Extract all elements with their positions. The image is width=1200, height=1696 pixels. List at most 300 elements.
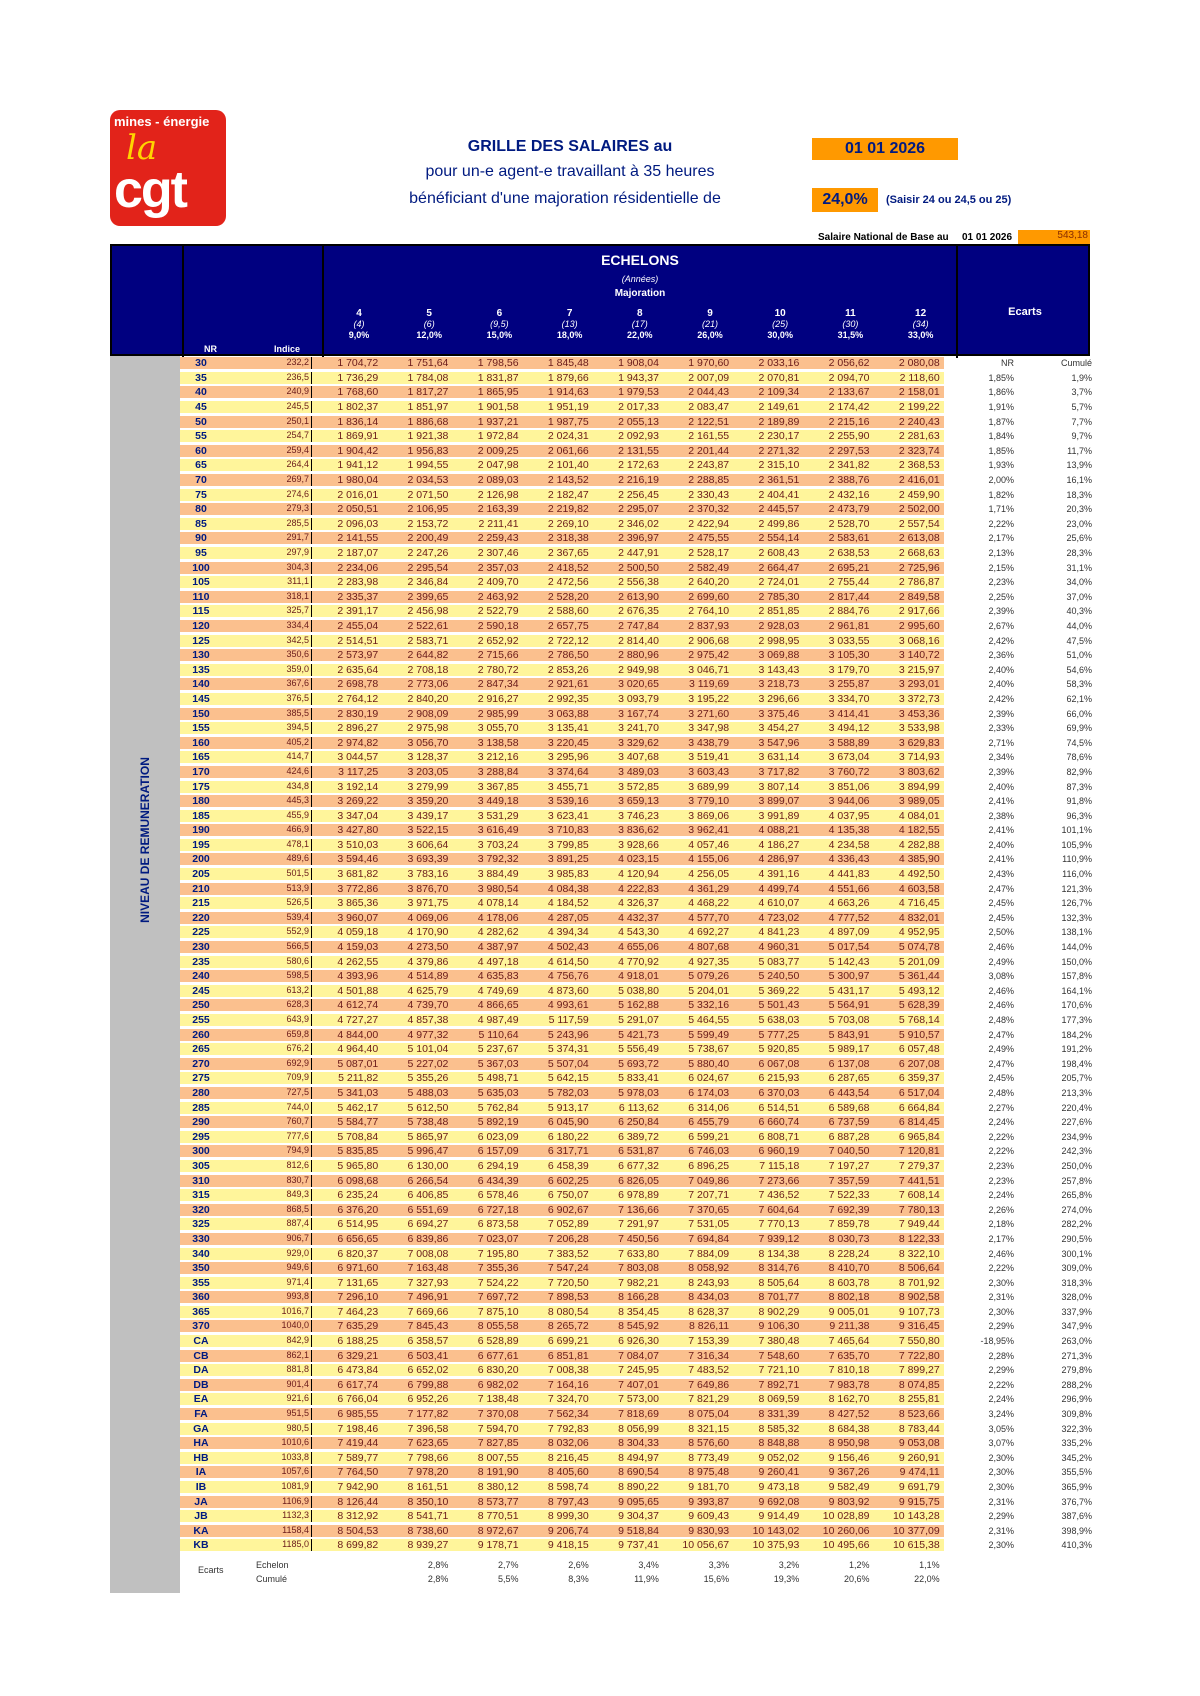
nr-cell: 225 <box>192 926 210 939</box>
ecart-nr-cell: 2,30% <box>988 1467 1014 1478</box>
ecart-nr-cell: 2,47% <box>988 883 1014 894</box>
echelon-col-header: 4 (4) 9,0% <box>348 308 370 340</box>
indice-cell: 250,1 <box>222 416 312 428</box>
salary-cell: 3 588,89 <box>828 736 870 749</box>
nr-cell: 65 <box>195 459 207 472</box>
salary-cell: 8 699,82 <box>337 1539 379 1552</box>
salary-cell: 3 673,04 <box>828 751 870 764</box>
indice-cell: 849,3 <box>222 1189 312 1201</box>
salary-cell: 4 739,70 <box>407 999 449 1012</box>
salary-cell: 3 489,03 <box>618 765 659 778</box>
salary-cell: 3 167,74 <box>618 707 659 720</box>
echelon-col-header: 8 (17) 22,0% <box>627 308 653 340</box>
salary-cell: 6 599,21 <box>688 1130 730 1143</box>
salary-cell: 8 410,70 <box>828 1262 870 1275</box>
salary-cell: 8 350,10 <box>407 1495 449 1508</box>
salary-cell: 3 710,83 <box>547 824 589 837</box>
salary-cell: 6 235,24 <box>337 1189 379 1202</box>
ecart-nr-cell: 2,42% <box>988 693 1014 704</box>
salary-cell: 4 716,45 <box>898 897 940 910</box>
salary-cell: 4 492,50 <box>898 868 940 881</box>
footer-value: 15,6% <box>703 1574 730 1584</box>
salary-cell: 2 786,87 <box>898 576 940 589</box>
footer-value: 2,8% <box>427 1574 449 1584</box>
salary-cell: 7 522,33 <box>828 1189 870 1202</box>
salary-cell: 10 143,02 <box>752 1524 800 1537</box>
ecart-cumule-cell: 376,7% <box>1061 1496 1092 1507</box>
table-row <box>180 1436 1140 1451</box>
salary-cell: 2 608,43 <box>758 547 800 560</box>
salary-cell: 7 049,86 <box>688 1174 730 1187</box>
salary-cell: 4 960,31 <box>758 941 800 954</box>
salary-cell: 5 989,17 <box>828 1043 870 1056</box>
salary-cell: 8 007,55 <box>477 1451 519 1464</box>
salary-cell: 7 483,52 <box>688 1364 730 1377</box>
table-row <box>180 867 1140 882</box>
salary-cell: 9 518,84 <box>618 1524 659 1537</box>
nr-cell: 240 <box>192 970 210 983</box>
indice-cell: 794,9 <box>222 1145 312 1157</box>
salary-cell: 9 316,45 <box>898 1320 940 1333</box>
salary-cell: 4 977,32 <box>407 1028 449 1041</box>
table-row <box>180 940 1140 955</box>
salary-cell: 2 583,61 <box>828 532 870 545</box>
table-row <box>180 735 1140 750</box>
salary-cell: 5 367,03 <box>477 1057 519 1070</box>
indice-cell: 240,9 <box>222 386 312 398</box>
salary-cell: 4 964,40 <box>337 1043 379 1056</box>
table-row <box>180 531 1140 546</box>
indice-cell: 971,4 <box>222 1277 312 1289</box>
salary-cell: 4 918,01 <box>618 970 659 983</box>
ecart-cumule-cell: 58,3% <box>1066 679 1092 690</box>
salary-cell: 2 009,25 <box>477 444 519 457</box>
salary-cell: 8 690,54 <box>618 1466 659 1479</box>
salary-cell: 3 293,01 <box>898 678 940 691</box>
nr-cell: 45 <box>195 401 207 414</box>
salary-cell: 5 913,17 <box>547 1101 589 1114</box>
ecart-nr-cell: 2,41% <box>988 825 1014 836</box>
salary-cell: 2 715,66 <box>477 649 519 662</box>
salary-cell: 3 220,45 <box>547 736 589 749</box>
salary-cell: 5 738,67 <box>688 1043 730 1056</box>
salary-cell: 7 694,84 <box>688 1232 730 1245</box>
majoration-field[interactable]: 24,0% <box>812 188 878 212</box>
nr-cell: 370 <box>192 1320 210 1333</box>
table-row <box>180 1188 1140 1203</box>
nr-cell: 40 <box>195 386 207 399</box>
table-row <box>180 1071 1140 1086</box>
salary-cell: 2 853,26 <box>547 663 589 676</box>
salary-cell: 2 668,63 <box>898 547 940 560</box>
salary-cell: 1 879,66 <box>547 371 589 384</box>
salary-cell: 2 502,00 <box>898 503 940 516</box>
salary-cell: 7 120,81 <box>898 1145 940 1158</box>
ecart-cumule-cell: 271,3% <box>1061 1350 1092 1361</box>
indice-cell: 676,2 <box>222 1043 312 1055</box>
salary-cell: 4 499,74 <box>758 882 800 895</box>
salary-cell: 7 978,20 <box>407 1466 449 1479</box>
nr-cell: 280 <box>192 1086 210 1099</box>
table-row <box>180 1129 1140 1144</box>
salary-cell: 6 358,57 <box>407 1335 449 1348</box>
ecart-nr-cell: 2,48% <box>988 1015 1014 1026</box>
salary-cell: 4 084,01 <box>898 809 940 822</box>
ecart-nr-cell: 2,28% <box>988 1350 1014 1361</box>
salary-cell: 2 172,63 <box>618 459 659 472</box>
nr-cell: 220 <box>192 911 210 924</box>
salary-cell: 6 978,89 <box>618 1189 659 1202</box>
salary-cell: 4 952,95 <box>898 926 940 939</box>
footer-value: 5,5% <box>498 1574 519 1584</box>
salary-cell: 6 677,61 <box>477 1349 519 1362</box>
salary-cell: 7 562,34 <box>547 1408 589 1421</box>
salary-cell: 3 279,99 <box>407 780 449 793</box>
salary-cell: 7 273,66 <box>758 1174 800 1187</box>
nr-cell: 115 <box>192 605 210 618</box>
salary-cell: 6 023,09 <box>477 1130 519 1143</box>
salary-cell: 2 367,65 <box>547 547 589 560</box>
ecart-nr-cell: 2,25% <box>988 591 1014 602</box>
salary-cell: 6 528,89 <box>477 1335 519 1348</box>
ecart-nr-cell: 2,31% <box>988 1292 1014 1303</box>
salary-cell: 6 215,93 <box>758 1072 800 1085</box>
subtitle-hours: pour un-e agent-e travaillant à 35 heures <box>425 163 715 180</box>
salary-cell: 2 724,01 <box>758 576 800 589</box>
indice-cell: 727,5 <box>222 1087 312 1099</box>
salary-cell: 1 768,60 <box>337 386 379 399</box>
salary-cell: 6 370,03 <box>758 1086 800 1099</box>
salary-cell: 7 052,89 <box>547 1218 589 1231</box>
ecart-cumule-cell: 11,7% <box>1067 445 1092 456</box>
ecart-nr-cell: 2,45% <box>988 1073 1014 1084</box>
ecart-cumule-cell: 91,8% <box>1066 796 1092 807</box>
salary-cell: 2 346,02 <box>618 517 659 530</box>
nr-cell: 155 <box>192 722 210 735</box>
salary-cell: 6 359,37 <box>898 1072 940 1085</box>
salary-cell: 2 409,70 <box>477 576 519 589</box>
salary-cell: 7 798,66 <box>407 1451 449 1464</box>
salary-cell: 9 211,38 <box>829 1320 870 1333</box>
salary-cell: 5 101,04 <box>407 1043 449 1056</box>
salary-cell: 5 243,96 <box>547 1028 589 1041</box>
salary-cell: 7 464,23 <box>337 1305 379 1318</box>
table-row <box>180 487 1140 502</box>
indice-cell: 385,5 <box>222 708 312 720</box>
salary-cell: 8 701,92 <box>898 1276 940 1289</box>
salary-cell: 7 623,65 <box>407 1437 449 1450</box>
salary-cell: 5 501,43 <box>758 999 800 1012</box>
salary-cell: 7 821,29 <box>688 1393 730 1406</box>
indice-cell: 709,9 <box>222 1072 312 1084</box>
salary-cell: 5 880,40 <box>688 1057 730 1070</box>
ecart-nr-cell: 2,30% <box>988 1540 1014 1551</box>
table-row <box>180 1232 1140 1247</box>
salary-cell: 6 266,54 <box>407 1174 449 1187</box>
ecart-nr-cell: 2,30% <box>988 1306 1014 1317</box>
ecart-nr-cell: 2,18% <box>988 1219 1014 1230</box>
nr-cell: 210 <box>192 882 210 895</box>
ecart-cumule-cell: 82,9% <box>1066 766 1092 777</box>
nr-cell: DA <box>193 1364 209 1377</box>
table-row <box>180 1451 1140 1466</box>
ecart-cumule-cell: 205,7% <box>1061 1073 1092 1084</box>
salary-cell: 2 764,10 <box>688 605 730 618</box>
salary-cell: 5 142,43 <box>828 955 870 968</box>
salary-cell: 2 921,61 <box>547 678 589 691</box>
salary-cell: 7 136,66 <box>618 1203 659 1216</box>
salary-cell: 7 898,53 <box>547 1291 589 1304</box>
salary-cell: 2 992,35 <box>547 692 589 705</box>
salary-cell: 1 972,84 <box>477 430 519 443</box>
ecart-cumule-cell: 44,0% <box>1066 620 1092 631</box>
salary-cell: 3 631,14 <box>758 751 800 764</box>
indice-cell: 921,6 <box>222 1393 312 1405</box>
salary-cell: 7 810,18 <box>828 1364 870 1377</box>
salary-cell: 4 256,05 <box>688 868 730 881</box>
nr-cell: 85 <box>195 517 207 530</box>
salary-cell: 4 361,29 <box>688 882 730 895</box>
salary-cell: 5 865,97 <box>407 1130 449 1143</box>
salary-cell: 6 952,26 <box>407 1393 449 1406</box>
salary-cell: 6 406,85 <box>407 1189 449 1202</box>
salary-cell: 2 391,17 <box>337 605 379 618</box>
salary-cell: 9 260,41 <box>758 1466 800 1479</box>
salary-cell: 1 956,83 <box>407 444 449 457</box>
salary-cell: 7 589,77 <box>337 1451 379 1464</box>
ecart-nr-cell: 2,36% <box>988 650 1014 661</box>
ecart-cumule-cell: 250,0% <box>1061 1160 1092 1171</box>
salary-cell: 2 528,20 <box>547 590 589 603</box>
salary-cell: 3 689,99 <box>688 780 730 793</box>
salary-cell: 8 738,60 <box>407 1524 449 1537</box>
salary-cell: 3 703,24 <box>477 838 519 851</box>
salary-cell: 2 418,52 <box>547 561 589 574</box>
indice-cell: 376,5 <box>222 693 312 705</box>
salary-cell: 2 255,90 <box>828 430 870 443</box>
nr-cell: DB <box>193 1378 209 1391</box>
salary-cell: 2 297,53 <box>828 444 870 457</box>
ecart-nr-cell: 2,50% <box>988 927 1014 938</box>
nr-cell: 95 <box>195 547 207 560</box>
nr-cell: 360 <box>192 1291 210 1304</box>
salary-cell: 6 174,03 <box>688 1086 730 1099</box>
indice-cell: 1033,8 <box>222 1452 312 1464</box>
footer-value: 2,6% <box>568 1560 589 1570</box>
salary-cell: 4 182,55 <box>898 824 940 837</box>
salary-cell: 5 768,14 <box>898 1014 940 1027</box>
salary-cell: 3 334,70 <box>828 692 870 705</box>
indice-cell: 659,8 <box>222 1029 312 1041</box>
salary-cell: 7 327,93 <box>407 1276 449 1289</box>
salary-cell: 9 691,79 <box>898 1481 940 1494</box>
footer-cumule-row <box>180 1574 944 1584</box>
ecart-nr-cell: 1,85% <box>988 445 1014 456</box>
table-row <box>180 911 1140 926</box>
salary-cell: 2 219,82 <box>547 503 589 516</box>
salary-cell: 6 514,95 <box>337 1218 379 1231</box>
salary-cell: 5 017,54 <box>828 941 870 954</box>
ecart-cumule-cell: 347,9% <box>1061 1321 1092 1332</box>
salary-cell: 8 890,22 <box>618 1481 659 1494</box>
nr-cell: 350 <box>192 1262 210 1275</box>
salary-cell: 5 920,85 <box>758 1043 800 1056</box>
indice-cell: 812,6 <box>222 1160 312 1172</box>
nr-cell: 90 <box>195 532 207 545</box>
ecart-nr-cell: 3,08% <box>988 971 1014 982</box>
table-row <box>180 1494 1140 1509</box>
salary-cell: 6 578,46 <box>477 1189 519 1202</box>
salary-cell: 3 803,62 <box>898 765 940 778</box>
salary-cell: 4 282,88 <box>898 838 940 851</box>
salary-cell: 6 157,09 <box>477 1145 519 1158</box>
indice-cell: 881,8 <box>222 1364 312 1376</box>
salary-cell: 4 612,74 <box>337 999 379 1012</box>
salary-cell: 2 949,98 <box>618 663 659 676</box>
salary-cell: 4 987,49 <box>477 1014 519 1027</box>
ecart-nr-cell: 2,40% <box>988 781 1014 792</box>
salary-cell: 1 751,64 <box>407 357 449 370</box>
nr-cell: 150 <box>192 707 210 720</box>
ecart-cumule-cell: 184,2% <box>1061 1029 1092 1040</box>
salary-cell: 6 113,62 <box>618 1101 659 1114</box>
salary-cell: 3 510,03 <box>337 838 379 851</box>
salary-cell: 5 355,26 <box>407 1072 449 1085</box>
indice-cell: 777,6 <box>222 1131 312 1143</box>
salary-cell: 2 884,76 <box>828 605 870 618</box>
salary-cell: 5 703,08 <box>828 1014 870 1027</box>
salary-cell: 2 906,68 <box>688 634 730 647</box>
ecart-nr-cell: 2,00% <box>988 475 1014 486</box>
salary-cell: 3 288,84 <box>477 765 519 778</box>
salary-cell: 4 069,06 <box>407 911 449 924</box>
footer-value: 8,3% <box>568 1574 589 1584</box>
salary-cell: 2 247,26 <box>407 547 449 560</box>
salary-cell: 7 875,10 <box>477 1305 519 1318</box>
ecart-cumule-cell: 300,1% <box>1061 1248 1092 1259</box>
salary-cell: 7 939,12 <box>758 1232 800 1245</box>
salary-cell: 2 814,40 <box>618 634 659 647</box>
indice-cell: 949,6 <box>222 1262 312 1274</box>
salary-cell: 8 134,38 <box>758 1247 800 1260</box>
salary-cell: 2 908,09 <box>407 707 449 720</box>
salary-cell: 3 427,80 <box>337 824 379 837</box>
salary-cell: 4 993,61 <box>547 999 589 1012</box>
ecart-nr-cell: 2,29% <box>988 1365 1014 1376</box>
ecart-nr-cell: 2,40% <box>988 839 1014 850</box>
salary-cell: 2 635,64 <box>337 663 379 676</box>
salary-cell: 8 950,98 <box>828 1437 870 1450</box>
salary-cell: 8 080,54 <box>547 1305 589 1318</box>
indice-cell: 269,7 <box>222 474 312 486</box>
salary-cell: 6 851,81 <box>547 1349 589 1362</box>
footer-value: 3,3% <box>708 1560 730 1570</box>
nr-cell: 355 <box>192 1276 210 1289</box>
ecart-nr-cell: 2,47% <box>988 1029 1014 1040</box>
table-row <box>180 1013 1140 1028</box>
salary-cell: 2 928,03 <box>758 619 800 632</box>
table-row <box>180 1100 1140 1115</box>
salary-cell: 4 857,38 <box>407 1014 449 1027</box>
salary-cell: 5 117,59 <box>548 1014 589 1027</box>
salary-cell: 8 972,67 <box>477 1524 519 1537</box>
salary-cell: 4 387,97 <box>477 941 519 954</box>
salary-cell: 4 184,52 <box>547 897 589 910</box>
ecart-nr-cell: 2,39% <box>988 606 1014 617</box>
ecart-nr-cell: 2,22% <box>988 1263 1014 1274</box>
date-field[interactable]: 01 01 2026 <box>812 138 958 160</box>
salary-cell: 2 445,57 <box>758 503 800 516</box>
ecart-cumule-cell: 13,9% <box>1066 460 1092 471</box>
table-row <box>180 1115 1140 1130</box>
salary-cell: 4 059,18 <box>337 926 379 939</box>
ecart-nr-cell: 2,47% <box>988 1058 1014 1069</box>
salary-cell: 2 455,04 <box>337 619 379 632</box>
salary-cell: 2 143,52 <box>547 474 589 487</box>
salary-cell: 3 807,14 <box>758 780 800 793</box>
nr-cell: 230 <box>192 941 210 954</box>
ecart-cumule-cell: 170,6% <box>1061 1000 1092 1011</box>
indice-cell: 513,9 <box>222 883 312 895</box>
salary-cell: 2 447,91 <box>618 547 659 560</box>
table-row <box>180 1246 1140 1261</box>
salary-cell: 8 304,33 <box>618 1437 659 1450</box>
salary-cell: 9 052,02 <box>758 1451 800 1464</box>
salary-cell: 2 330,43 <box>688 488 730 501</box>
salary-cell: 2 817,44 <box>828 590 870 603</box>
salary-cell: 5 211,82 <box>338 1072 379 1085</box>
salary-cell: 6 130,00 <box>407 1159 449 1172</box>
ecart-cumule-cell: 242,3% <box>1061 1146 1092 1157</box>
salary-cell: 3 439,17 <box>407 809 449 822</box>
salary-cell: 2 764,12 <box>337 692 379 705</box>
nr-cell: 135 <box>192 663 210 676</box>
salary-cell: 3 799,85 <box>547 838 589 851</box>
salary-cell: 8 322,10 <box>898 1247 940 1260</box>
footer-value: 2,8% <box>427 1560 449 1570</box>
indice-cell: 929,0 <box>222 1248 312 1260</box>
salary-cell: 2 200,49 <box>407 532 449 545</box>
salary-cell: 2 640,20 <box>688 576 730 589</box>
ecart-cumule-cell: 3,7% <box>1071 387 1092 398</box>
salary-cell: 1 914,63 <box>547 386 589 399</box>
ecart-cumule-cell: 345,2% <box>1061 1452 1092 1463</box>
salary-cell: 5 240,50 <box>758 970 800 983</box>
table-row <box>180 1159 1140 1174</box>
indice-cell: 1106,9 <box>222 1496 312 1508</box>
salary-cell: 7 040,50 <box>828 1145 870 1158</box>
table-header <box>110 244 1090 356</box>
indice-cell: 445,3 <box>222 795 312 807</box>
salary-cell: 6 814,45 <box>898 1116 940 1129</box>
nr-cell: 110 <box>192 590 210 603</box>
salary-cell: 7 722,80 <box>898 1349 940 1362</box>
salary-cell: 8 265,72 <box>547 1320 589 1333</box>
salary-cell: 2 657,75 <box>547 619 589 632</box>
salary-cell: 3 779,10 <box>688 795 730 808</box>
salary-cell: 2 837,93 <box>688 619 730 632</box>
table-row <box>180 385 1140 400</box>
salary-cell: 3 046,71 <box>688 663 730 676</box>
salary-cell: 4 120,94 <box>618 868 659 881</box>
salary-cell: 8 055,58 <box>477 1320 519 1333</box>
table-row <box>180 1509 1140 1524</box>
salary-cell: 8 701,77 <box>758 1291 800 1304</box>
salary-cell: 4 727,27 <box>337 1014 379 1027</box>
ecart-cumule-cell: 365,9% <box>1061 1482 1092 1493</box>
ecart-nr-cell: 3,24% <box>988 1409 1014 1420</box>
salary-cell: 6 207,08 <box>898 1057 940 1070</box>
